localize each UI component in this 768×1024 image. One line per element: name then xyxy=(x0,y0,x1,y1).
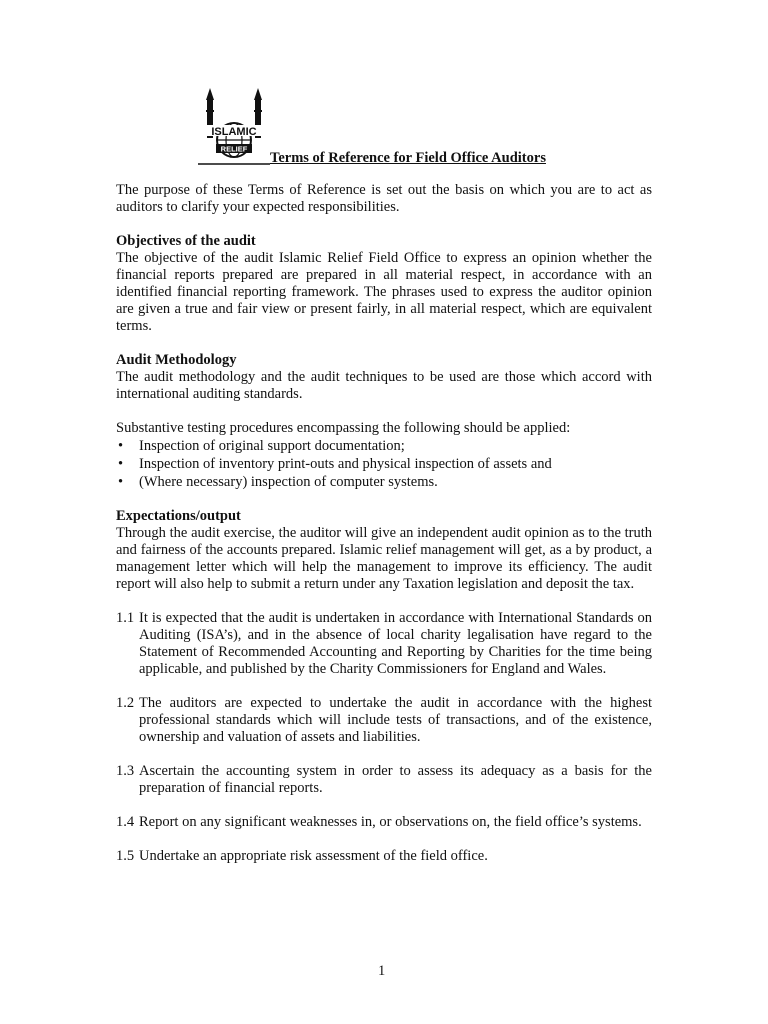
document-body xyxy=(116,182,652,865)
bullet-icon: • xyxy=(118,456,124,472)
expectations-heading: Expectations/output xyxy=(116,508,241,524)
numbered-item xyxy=(116,814,652,831)
expectations-paragraph: Through the audit exercise, the auditor will give an independent audit opinion as to the truth and fairness of the accounts prepared. Islamic relief management will get, as a by product, a management letter which will help the management to improve its efficiency. The audit report will also help to submit a return under any Taxation legislation and deposit the tax. xyxy=(116,525,652,592)
methodology-paragraph: The audit methodology and the audit techniques to be used are those which accord with international auditing standards. xyxy=(116,369,652,402)
numbered-item xyxy=(116,763,652,797)
islamic-relief-logo xyxy=(198,86,270,166)
bullet-icon: • xyxy=(118,474,124,490)
list-item-text: (Where necessary) inspection of computer systems. xyxy=(139,474,438,490)
item-number: 1.2 xyxy=(116,695,135,711)
list-item-text: Inspection of original support documentation; xyxy=(139,438,405,454)
page-number: 1 xyxy=(378,963,386,979)
methodology-heading: Audit Methodology xyxy=(116,352,237,368)
item-number: 1.1 xyxy=(116,610,135,626)
objectives-heading: Objectives of the audit xyxy=(116,233,256,249)
numbered-item xyxy=(116,848,652,865)
item-text: Ascertain the accounting system in order to assess its adequacy as a basis for the preparation of financial reports. xyxy=(139,763,652,796)
testing-list xyxy=(116,437,652,491)
list-item xyxy=(116,455,652,473)
document-title: Terms of Reference for Field Office Auditors xyxy=(270,150,546,166)
item-number: 1.5 xyxy=(116,848,135,864)
intro-paragraph: The purpose of these Terms of Reference is set out the basis on which you are to act as auditors to clarify your expected responsibilities. xyxy=(116,182,652,215)
logo-word-relief: RELIEF xyxy=(220,144,248,154)
objectives-paragraph: The objective of the audit Islamic Relief Field Office to express an opinion whether the financial reports prepared are prepared in all material respect, in accordance with an identified financial reporting framework. The phrases used to express the auditor opinion are given a true and fair view or present fairly, in all material respect, which are equivalent terms. xyxy=(116,250,652,334)
logo-word-islamic: ISLAMIC xyxy=(211,126,257,138)
item-number: 1.3 xyxy=(116,763,135,779)
list-item xyxy=(116,437,652,455)
item-text: Undertake an appropriate risk assessment of the field office. xyxy=(139,848,488,864)
numbered-item xyxy=(116,610,652,678)
list-item xyxy=(116,473,652,491)
item-text: It is expected that the audit is undertaken in accordance with International Standards on Auditing (ISA’s), and in the absence of local charity legalisation have regard to the Statement of Recommended Accounting and Reporting by Charities for the time being applicable, and published by the Charity Commissioners for England and Wales. xyxy=(139,610,652,677)
item-number: 1.4 xyxy=(116,814,135,830)
item-text: The auditors are expected to undertake the audit in accordance with the highest professional standards which will include tests of transactions, and of the existence, ownership and valuation of assets and liabilities. xyxy=(139,695,652,745)
list-item-text: Inspection of inventory print-outs and physical inspection of assets and xyxy=(139,456,552,472)
bullet-icon: • xyxy=(118,438,124,454)
numbered-item xyxy=(116,695,652,746)
item-text: Report on any significant weaknesses in, or observations on, the field office’s systems. xyxy=(139,814,642,830)
testing-lead: Substantive testing procedures encompassing the following should be applied: xyxy=(116,420,571,436)
